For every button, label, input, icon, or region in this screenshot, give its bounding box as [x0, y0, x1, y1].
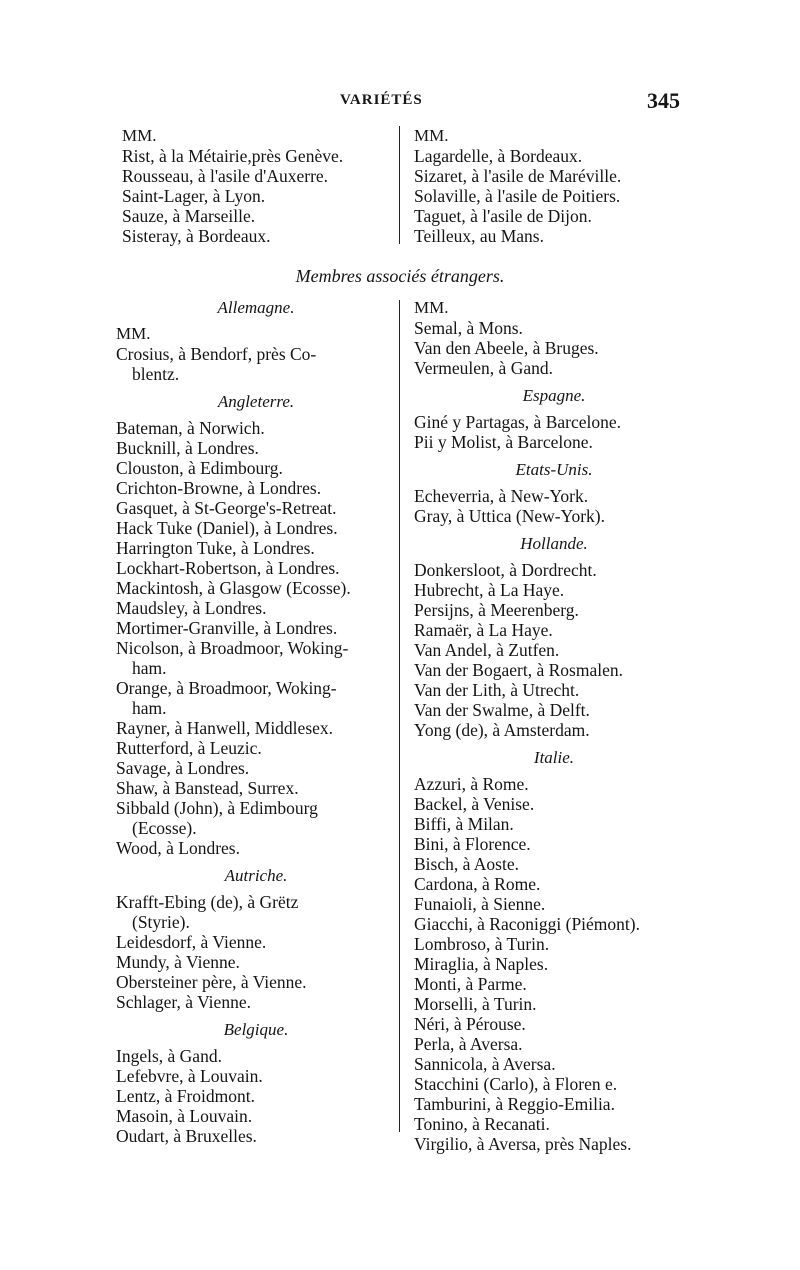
list-item: (Ecosse).	[132, 818, 197, 838]
list-item: Vermeulen, à Gand.	[414, 358, 553, 378]
list-item: Schlager, à Vienne.	[116, 992, 251, 1012]
country-heading-italie: Italie.	[533, 748, 575, 767]
list-item: Sauze, à Marseille.	[122, 206, 256, 226]
list-item: Savage, à Londres.	[116, 758, 250, 778]
list-item: Rayner, à Hanwell, Middlesex.	[116, 718, 334, 738]
column-divider-main	[399, 300, 400, 1132]
list-item: Oudart, à Bruxelles.	[116, 1126, 257, 1146]
list-item: Crosius, à Bendorf, près Co-	[116, 344, 317, 364]
list-item: Crichton-Browne, à Londres.	[116, 478, 322, 498]
list-item: Azzuri, à Rome.	[414, 774, 529, 794]
mm-label: MM.	[116, 324, 151, 343]
list-item: Shaw, à Banstead, Surrex.	[116, 778, 299, 798]
list-item: Sisteray, à Bordeaux.	[122, 226, 271, 246]
list-item: ham.	[132, 698, 167, 718]
list-item: Mackintosh, à Glasgow (Ecosse).	[116, 578, 351, 598]
list-item: Stacchini (Carlo), à Floren e.	[414, 1074, 618, 1094]
list-item: Lagardelle, à Bordeaux.	[414, 146, 583, 166]
list-item: Van Andel, à Zutfen.	[414, 640, 560, 660]
list-item: Ingels, à Gand.	[116, 1046, 222, 1066]
list-item: (Styrie).	[132, 912, 190, 932]
list-item: Gasquet, à St-George's-Retreat.	[116, 498, 337, 518]
list-item: Krafft-Ebing (de), à Grëtz	[116, 892, 299, 912]
list-item: Sizaret, à l'asile de Maréville.	[414, 166, 622, 186]
list-item: Obersteiner père, à Vienne.	[116, 972, 307, 992]
list-item: Sibbald (John), à Edimbourg	[116, 798, 318, 818]
section-heading: Membres associés étrangers.	[295, 266, 505, 286]
list-item: Lockhart-Robertson, à Londres.	[116, 558, 340, 578]
list-item: Pii y Molist, à Barcelone.	[414, 432, 593, 452]
country-heading-allemagne: Allemagne.	[217, 298, 295, 317]
list-item: Saint-Lager, à Lyon.	[122, 186, 266, 206]
country-heading-autriche: Autriche.	[224, 866, 288, 885]
mm-label: MM.	[414, 126, 449, 145]
list-item: Biffi, à Milan.	[414, 814, 514, 834]
list-item: Wood, à Londres.	[116, 838, 240, 858]
list-item: Gray, à Uttica (New-York).	[414, 506, 605, 526]
left-main-column	[116, 298, 396, 1146]
list-item: Tonino, à Recanati.	[414, 1114, 550, 1134]
mm-label: MM.	[414, 298, 449, 317]
list-item: Miraglia, à Naples.	[414, 954, 549, 974]
list-item: Van der Lith, à Utrecht.	[414, 680, 580, 700]
list-item: Orange, à Broadmoor, Woking-	[116, 678, 337, 698]
list-item: Backel, à Venise.	[414, 794, 535, 814]
list-item: Taguet, à l'asile de Dijon.	[414, 206, 592, 226]
right-main-column	[414, 298, 694, 1154]
list-item: Néri, à Pérouse.	[414, 1014, 526, 1034]
list-item: Teilleux, au Mans.	[414, 226, 544, 246]
list-item: Van der Swalme, à Delft.	[414, 700, 590, 720]
column-divider-top	[399, 126, 400, 244]
top-right-column	[414, 126, 684, 246]
page-header	[120, 88, 680, 122]
list-item: Bucknill, à Londres.	[116, 438, 259, 458]
list-item: Semal, à Mons.	[414, 318, 523, 338]
list-item: Bateman, à Norwich.	[116, 418, 265, 438]
list-item: Rutterford, à Leuzic.	[116, 738, 262, 758]
country-heading-belgique: Belgique.	[223, 1020, 289, 1039]
country-heading-angleterre: Angleterre.	[217, 392, 295, 411]
list-item: Maudsley, à Londres.	[116, 598, 267, 618]
list-item: Lombroso, à Turin.	[414, 934, 550, 954]
list-item: Donkersloot, à Dordrecht.	[414, 560, 597, 580]
list-item: Solaville, à l'asile de Poitiers.	[414, 186, 621, 206]
list-item: Cardona, à Rome.	[414, 874, 541, 894]
list-item: Giacchi, à Raconiggi (Piémont).	[414, 914, 640, 934]
list-item: Bisch, à Aoste.	[414, 854, 519, 874]
list-item: Virgilio, à Aversa, près Naples.	[414, 1134, 632, 1154]
top-left-column	[122, 126, 392, 246]
list-item: Rist, à la Métairie,près Genève.	[122, 146, 344, 166]
list-item: Echeverria, à New-York.	[414, 486, 589, 506]
list-item: Hack Tuke (Daniel), à Londres.	[116, 518, 338, 538]
list-item: Lentz, à Froidmont.	[116, 1086, 256, 1106]
mm-label: MM.	[122, 126, 157, 145]
list-item: Van der Bogaert, à Rosmalen.	[414, 660, 623, 680]
list-item: Mundy, à Vienne.	[116, 952, 240, 972]
list-item: Bini, à Florence.	[414, 834, 531, 854]
list-item: Nicolson, à Broadmoor, Woking-	[116, 638, 349, 658]
list-item: Yong (de), à Amsterdam.	[414, 720, 590, 740]
list-item: Van den Abeele, à Bruges.	[414, 338, 599, 358]
country-heading-etats-unis: Etats-Unis.	[515, 460, 593, 479]
list-item: Sannicola, à Aversa.	[414, 1054, 556, 1074]
list-item: Morselli, à Turin.	[414, 994, 537, 1014]
running-title: VARIÉTÉS	[340, 92, 423, 108]
list-item: Giné y Partagas, à Barcelone.	[414, 412, 622, 432]
country-heading-hollande: Hollande.	[520, 534, 588, 553]
list-item: Persijns, à Meerenberg.	[414, 600, 579, 620]
list-item: Tamburini, à Reggio-Emilia.	[414, 1094, 615, 1114]
list-item: ham.	[132, 658, 167, 678]
list-item: Harrington Tuke, à Londres.	[116, 538, 315, 558]
list-item: Mortimer-Granville, à Londres.	[116, 618, 338, 638]
list-item: Clouston, à Edimbourg.	[116, 458, 283, 478]
list-item: Monti, à Parme.	[414, 974, 527, 994]
country-heading-espagne: Espagne.	[522, 386, 586, 405]
list-item: blentz.	[132, 364, 180, 384]
list-item: Rousseau, à l'asile d'Auxerre.	[122, 166, 329, 186]
list-item: Masoin, à Louvain.	[116, 1106, 253, 1126]
list-item: Perla, à Aversa.	[414, 1034, 523, 1054]
list-item: Funaioli, à Sienne.	[414, 894, 546, 914]
list-item: Leidesdorf, à Vienne.	[116, 932, 267, 952]
list-item: Ramaër, à La Haye.	[414, 620, 553, 640]
list-item: Lefebvre, à Louvain.	[116, 1066, 263, 1086]
page-number: 345	[647, 88, 680, 113]
list-item: Hubrecht, à La Haye.	[414, 580, 565, 600]
